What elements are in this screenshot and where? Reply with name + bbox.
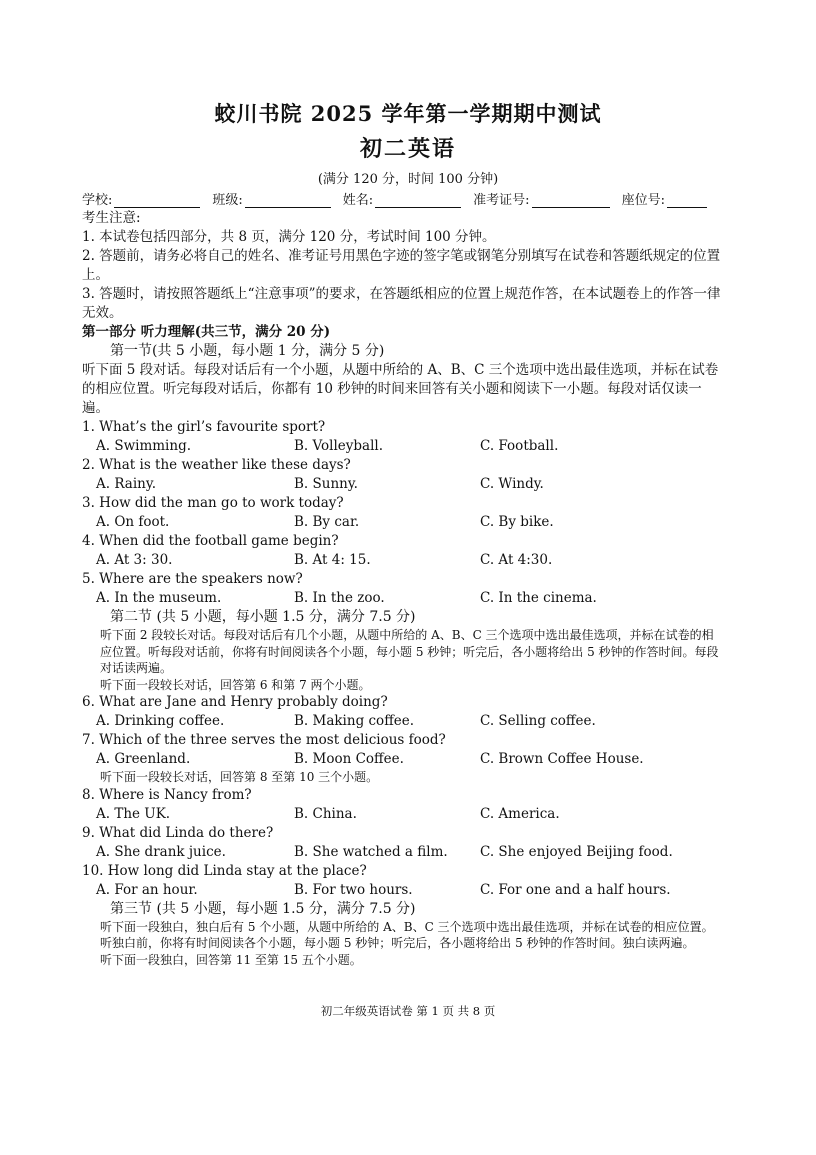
option-a: A. Swimming. [96,438,192,454]
question-7-options [82,750,722,769]
option-b: B. Moon Coffee. [294,751,404,767]
seat-label: 座位号: [621,193,665,208]
option-a: A. On foot. [96,514,170,530]
section1-heading: 第一节(共 5 小题，每小题 1 分，满分 5 分) [110,343,385,359]
part1-heading: 第一部分 听力理解(共三节，满分 20 分) [82,324,331,340]
question-6: 6. What are Jane and Henry probably doing? [82,694,388,710]
option-b: B. Making coffee. [294,713,415,729]
question-9-options [82,843,722,862]
section2-sub2: 听下面一段较长对话，回答第 8 至第 10 三个小题。 [100,770,379,784]
exam-subject: 初二英语 [359,136,456,162]
option-b: B. Sunny. [294,476,358,492]
school-label: 学校: [82,193,113,208]
section2-instruction: 听下面 2 段较长对话。每段对话后有几个小题，从题中所给的 A、B、C 三个选项中选出最佳选项，并标在试卷的相应位置。听每段对话前，你将有时间阅读各个小题，每小题 5 秒钟；听完后，各小题将给出 5 秒钟的作答时间。每段对话读两遍。 [100,628,719,675]
page-footer: 初二年级英语试卷 第 1 页 共 8 页 [320,1004,496,1018]
option-b: B. At 4: 15. [294,552,371,568]
name-blank[interactable] [375,195,461,208]
option-b: B. Volleyball. [294,438,384,454]
option-c: C. Football. [480,438,559,454]
option-c: C. At 4:30. [480,552,553,568]
class-label: 班级: [212,193,243,208]
option-c: C. America. [480,805,560,822]
option-a: A. At 3: 30. [96,552,173,568]
class-blank[interactable] [245,195,331,208]
question-10: 10. How long did Linda stay at the place? [82,862,367,879]
question-1-options [82,437,722,456]
option-c: C. She enjoyed Beijing food. [480,843,673,860]
option-a: A. Drinking coffee. [96,713,225,729]
option-c: C. Windy. [480,476,544,492]
question-4-options [82,551,722,570]
question-3-options [82,513,722,532]
exam-id-label: 准考证号: [473,193,530,208]
section2-heading: 第二节 (共 5 小题，每小题 1.5 分，满分 7.5 分) [110,609,416,625]
option-b: B. For two hours. [294,881,413,898]
option-a: A. Rainy. [96,476,156,492]
question-9: 9. What did Linda do there? [82,824,274,841]
option-b: B. In the zoo. [294,590,385,606]
notice-item-2: 2. 答题前，请务必将自己的姓名、准考证号用黑色字迹的签字笔或钢笔分别填写在试卷和答题纸规定的位置上。 [82,248,721,283]
section2-sub1: 听下面一段较长对话，回答第 6 和第 7 两个小题。 [100,677,371,692]
name-label: 姓名: [342,193,374,208]
option-a: A. For an hour. [96,881,198,898]
exam-title: 蛟川书院 2025 学年第一学期期中测试 [214,101,602,126]
exam-meta: (满分 120 分，时间 100 分钟) [317,172,499,187]
question-6-options [82,712,722,731]
question-10-options [82,881,722,900]
question-3: 3. How did the man go to work today? [82,495,344,511]
question-1: 1. What’s the girl’s favourite sport? [82,419,326,435]
section3-instruction: 听下面一段独白，独白后有 5 个小题，从题中所给的 A、B、C 三个选项中选出最佳选项，并标在试卷的相应位置。听独白前，你将有时间阅读各个小题，每小题 5 秒钟；听完后，各小题将给出 5 秒钟的作答时间。独白读两遍。 [100,919,714,950]
question-2: 2. What is the weather like these days? [82,457,351,473]
option-c: C. For one and a half hours. [480,881,671,898]
question-4: 4. When did the football game begin? [82,533,339,549]
option-b: B. She watched a film. [294,843,448,860]
notice-item-1: 1. 本试卷包括四部分，共 8 页，满分 120 分，考试时间 100 分钟。 [82,229,496,245]
option-c: C. Brown Coffee House. [480,751,644,767]
notice-item-3: 3. 答题时，请按照答题纸上“注意事项”的要求，在答题纸相应的位置上规范作答，在本试题卷上的作答一律无效。 [82,286,721,321]
student-info-row [82,189,722,208]
option-c: C. Selling coffee. [480,713,596,729]
question-5: 5. Where are the speakers now? [82,571,303,587]
seat-blank[interactable] [667,195,707,208]
option-c: C. By bike. [480,514,554,530]
question-5-options [82,589,722,608]
option-b: B. China. [294,805,357,822]
option-a: A. Greenland. [96,751,191,767]
question-7: 7. Which of the three serves the most delicious food? [82,732,446,748]
exam-content [82,209,722,968]
section3-heading: 第三节 (共 5 小题，每小题 1.5 分，满分 7.5 分) [110,900,416,917]
question-8: 8. Where is Nancy from? [82,786,252,803]
question-8-options [82,805,722,824]
option-a: A. She drank juice. [96,843,226,860]
school-blank[interactable] [114,195,200,208]
option-b: B. By car. [294,514,360,530]
option-a: A. The UK. [96,805,171,822]
option-c: C. In the cinema. [480,590,597,606]
option-a: A. In the museum. [96,590,222,606]
section3-sub: 听下面一段独白，回答第 11 至第 15 五个小题。 [100,952,362,967]
exam-id-blank[interactable] [532,195,610,208]
section1-instruction: 听下面 5 段对话。每段对话后有一个小题，从题中所给的 A、B、C 三个选项中选出最佳选项，并标在试卷的相应位置。听完每段对话后，你都有 10 秒钟的时间来回答有关小题和阅读下一小题。每段对话仅读一遍。 [82,362,719,416]
question-2-options [82,475,722,494]
notice-heading: 考生注意: [82,210,141,226]
